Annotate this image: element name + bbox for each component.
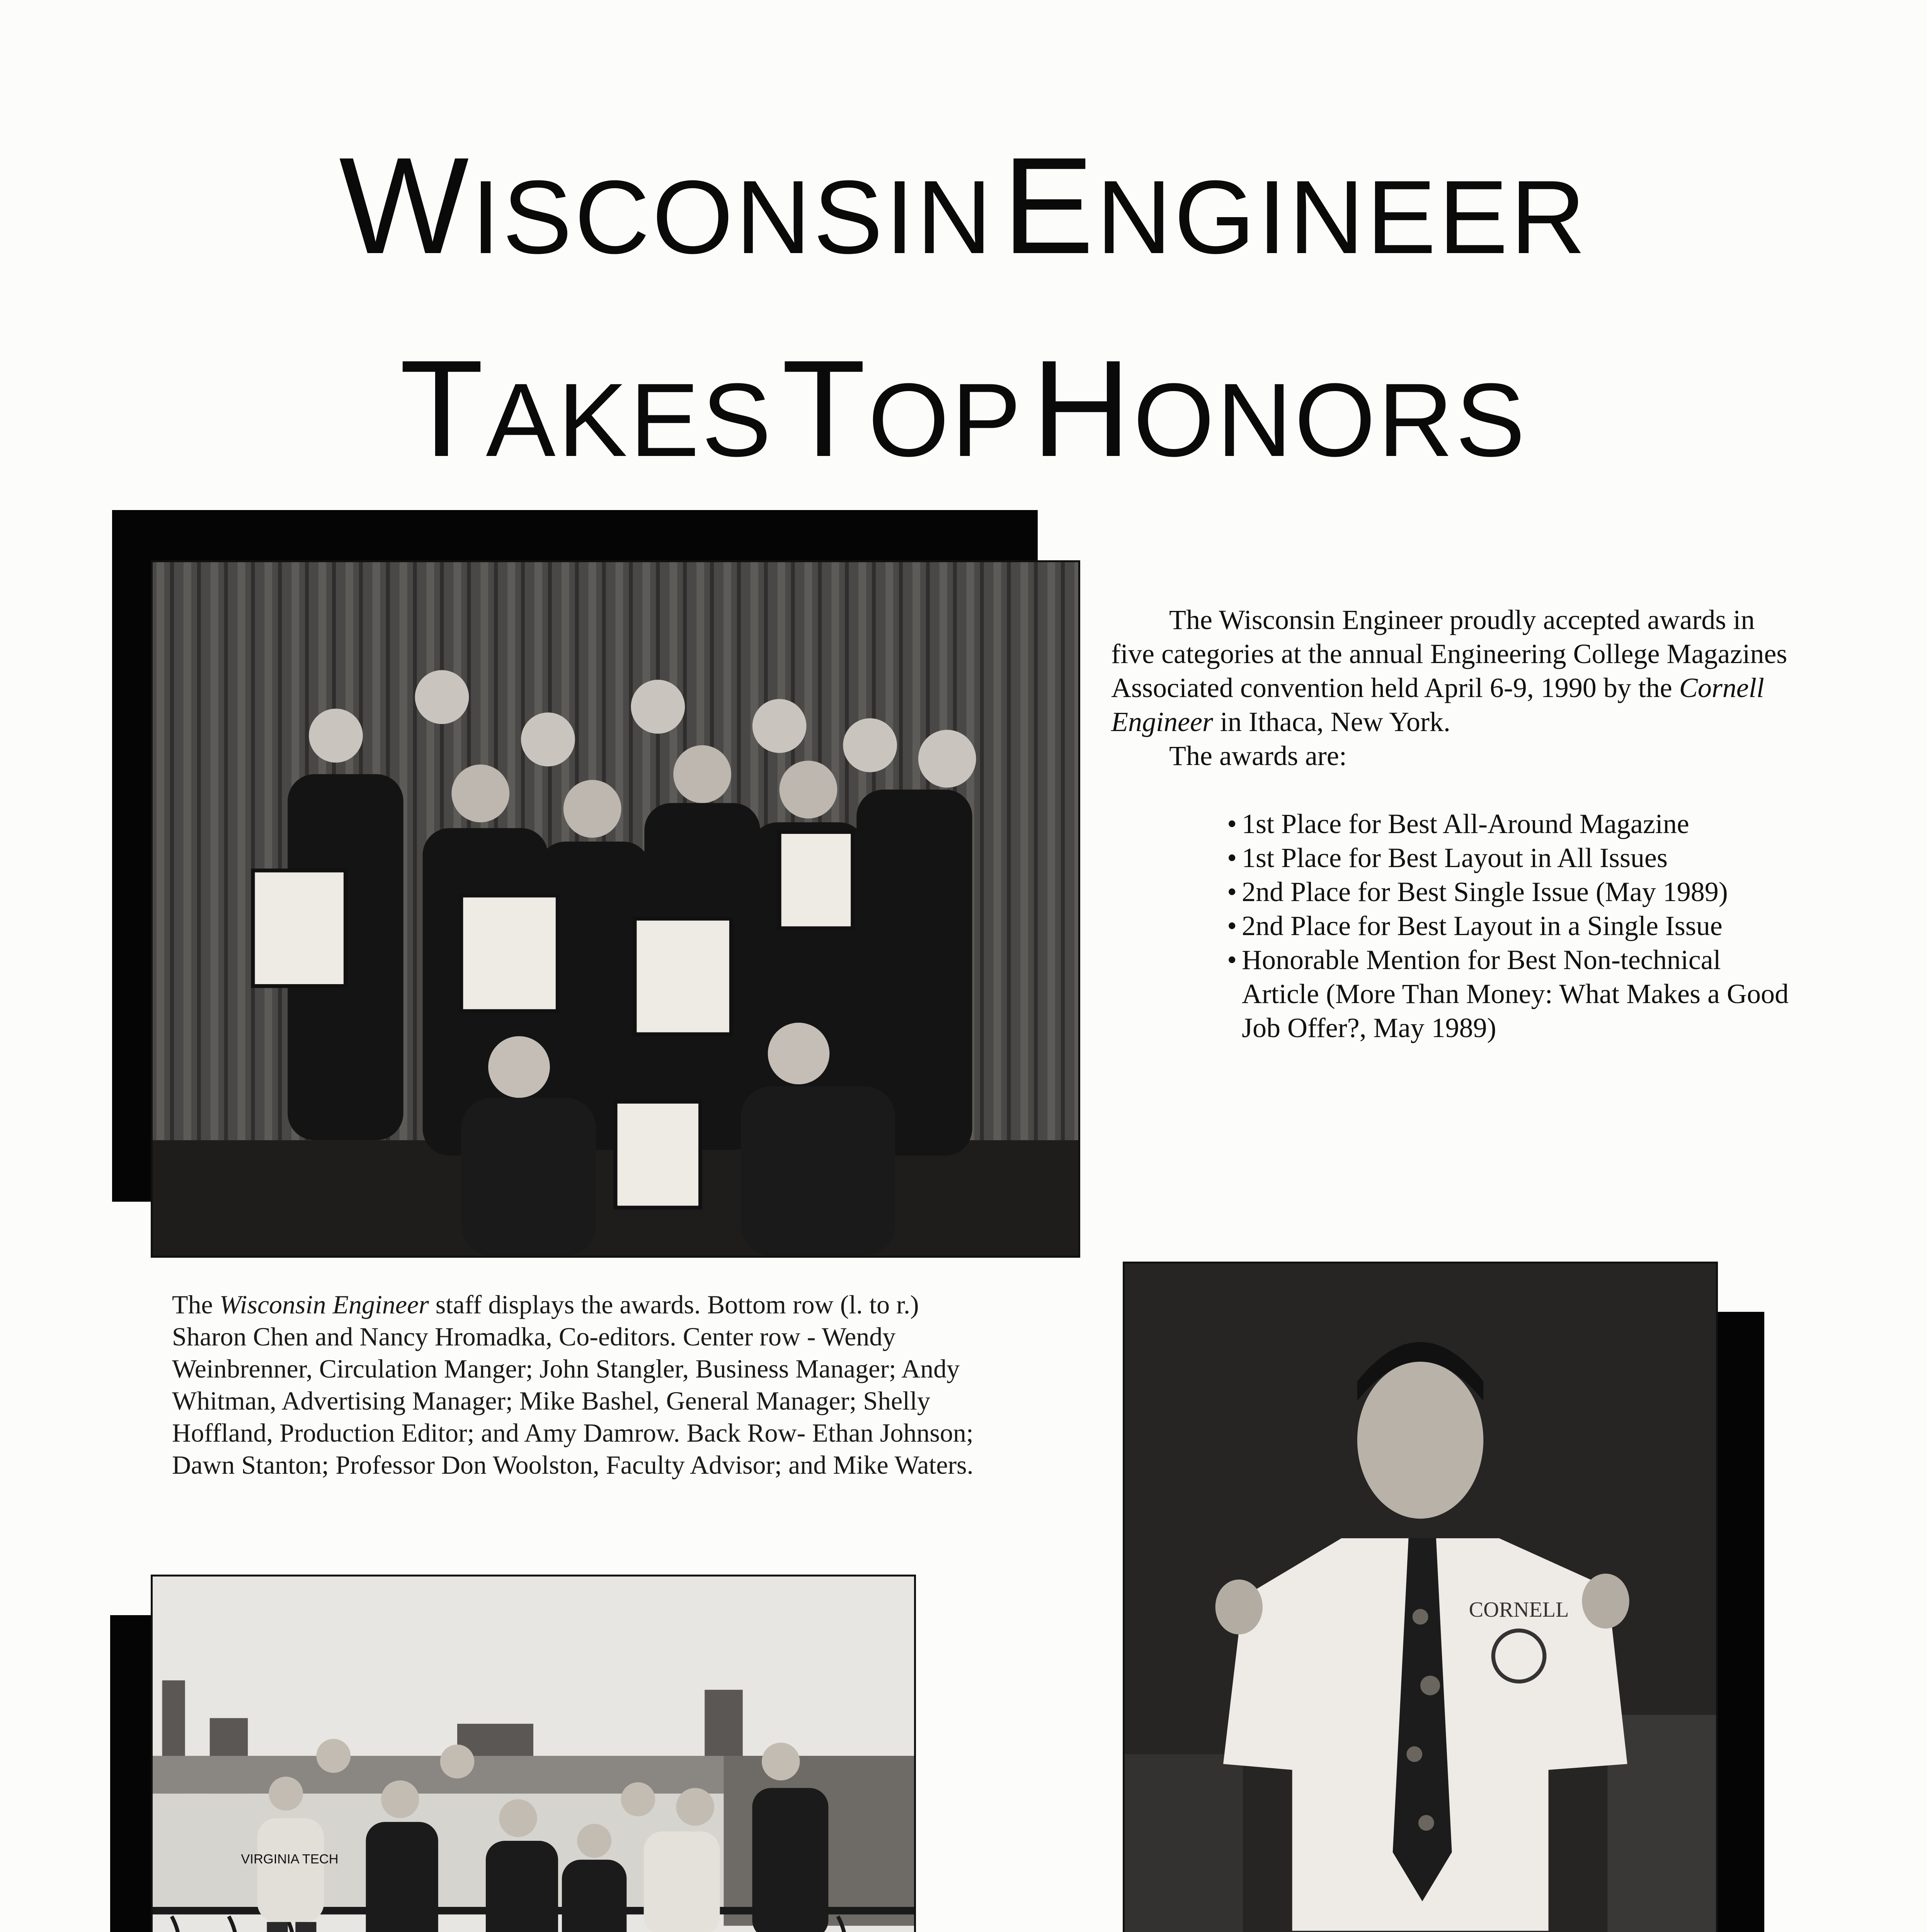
niagara-image [153, 1577, 914, 1932]
award-item: • 1st Place for Best Layout in All Issues [1227, 841, 1803, 875]
headline-word-2: ENGINEER [1002, 129, 1588, 282]
headline-word-4: TOP [781, 332, 1024, 485]
awards-list [1227, 807, 1803, 1045]
staff-awards-photo [151, 560, 1080, 1258]
intro-copy [1111, 603, 1803, 1045]
staff-awards-image [153, 562, 1078, 1256]
award-item: • 2nd Place for Best Single Issue (May 1989) [1227, 875, 1803, 909]
staff-caption: The Wisconsin Engineer staff displays the awards. Bottom row (l. to r.) Sharon Chen and Nancy Hromadka, Co-editors. Center row - Wendy Weinbrenner, Circulation Manger; John Stangler, Business Manager; Andy Whitman, Advertising Manager; Mike Bashel, General Manager; Shelly Hoffland, Production Editor; and Amy Damrow. Back Row- Ethan Johnson; Dawn Stanton; Professor Don Woolston, Faculty Advisor; and Mike Waters. [172, 1290, 974, 1480]
niagara-photo [151, 1575, 916, 1932]
intro-paragraph: The Wisconsin Engineer proudly accepted awards in five categories at the annual Engineering College Magazines Associated convention held April 6-9, 1990 by the Cornell Engineer in Ithaca, New York. [1111, 604, 1787, 737]
headline-word-3: TAKES [399, 332, 774, 485]
headline-line-2 [0, 332, 1927, 485]
award-item: • 1st Place for Best All-Around Magazine [1227, 807, 1803, 841]
headline-word-5: HONORS [1032, 332, 1528, 485]
award-item: • Honorable Mention for Best Non-technical Article (More Than Money: What Makes a Good Job Offer?, May 1989) [1227, 943, 1803, 1045]
award-item: • 2nd Place for Best Layout in a Single Issue [1227, 909, 1803, 943]
tshirt-image [1125, 1264, 1716, 1932]
headline-word-1: WISCONSIN [339, 129, 994, 282]
sweatshirt-lettering: VIRGINIA TECH [241, 1852, 339, 1867]
tshirt-photo [1123, 1262, 1718, 1932]
headline-line-1 [0, 129, 1927, 282]
awards-lead: The awards are: [1169, 740, 1347, 771]
shirt-lettering: CORNELL [1469, 1598, 1569, 1622]
